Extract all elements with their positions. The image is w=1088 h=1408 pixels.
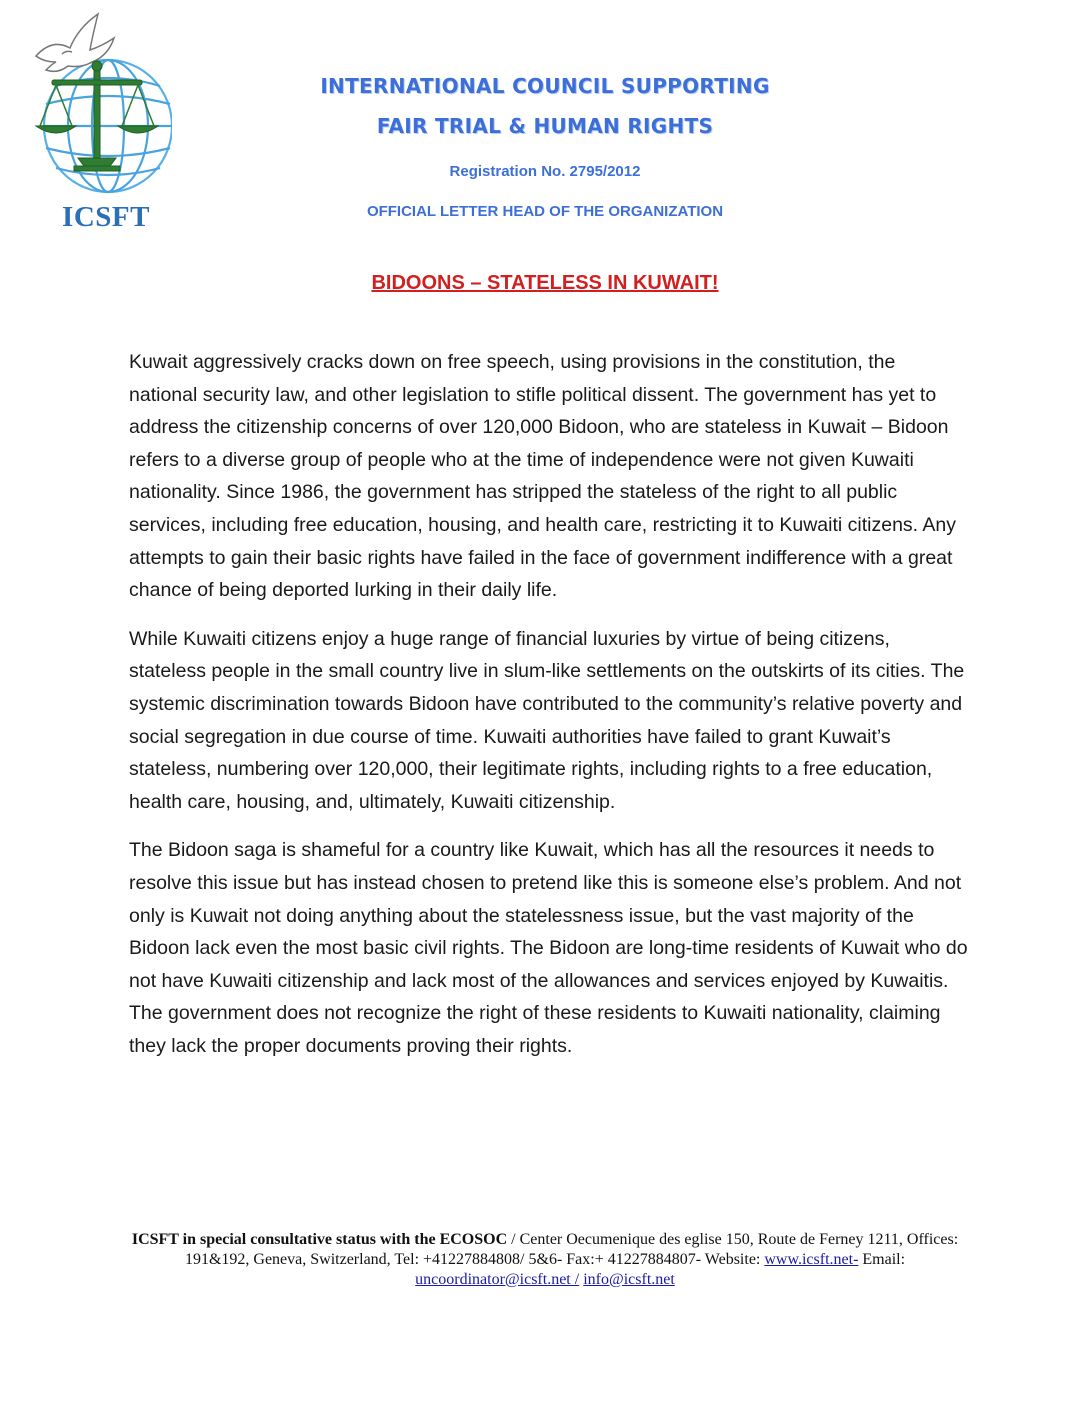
organization-name-line-2: FAIR TRIAL & HUMAN RIGHTS bbox=[376, 114, 714, 138]
logo-text: ICSFT bbox=[62, 201, 150, 233]
footer bbox=[110, 1230, 980, 1290]
document-title: BIDOONS – STATELESS IN KUWAIT! bbox=[371, 272, 719, 294]
footer-email-label: Email: bbox=[858, 1251, 906, 1268]
paragraph-2: While Kuwaiti citizens enjoy a huge range of financial luxuries by virtue of being citizens, stateless people in the small country live in slum-like settlements on the outskirts of its cities. The systemic discrimination towards Bidoon have contributed to the community’s relative poverty and social segregation in due course of time. Kuwaiti authorities have failed to grant Kuwait’s stateless, numbering over 120,000, their legitimate rights, including rights to a free education, health care, housing, and, ultimately, Kuwaiti citizenship. bbox=[129, 627, 965, 813]
organization-logo bbox=[22, 8, 172, 233]
logo-graphic bbox=[22, 8, 172, 203]
email-link-info[interactable]: info@icsft.net bbox=[583, 1271, 675, 1288]
registration-number: Registration No. 2795/2012 bbox=[449, 163, 641, 180]
website-link[interactable]: www.icsft.net- bbox=[764, 1251, 859, 1268]
official-letter-head: OFFICIAL LETTER HEAD OF THE ORGANIZATION bbox=[366, 203, 724, 220]
footer-address: / Center Oecumenique des eglise 150, Route de Ferney 1211, Offices: 191&192, Geneva, Switzerland, Tel: +41227884808/ 5&6- Fax:+ 41227884807- Website: bbox=[184, 1231, 959, 1268]
footer-consultative-status: ICSFT in special consultative status with the ECOSOC bbox=[131, 1231, 508, 1248]
paragraph-1: Kuwait aggressively cracks down on free speech, using provisions in the constitution, the national security law, and other legislation to stifle political dissent. The government has yet to address the citizenship concerns of over 120,000 Bidoon, who are stateless in Kuwait – Bidoon refers to a diverse group of people who at the time of independence were not given Kuwaiti nationality. Since 1986, the government has stripped the stateless of the right to all public services, including free education, housing, and health care, restricting it to Kuwaiti citizens. Any attempts to gain their basic rights have failed in the face of government indifference with a great chance of being deported lurking in their daily life. bbox=[129, 351, 957, 602]
organization-name-line-1: INTERNATIONAL COUNCIL SUPPORTING bbox=[320, 74, 770, 98]
paragraph-3: The Bidoon saga is shameful for a country like Kuwait, which has all the resources it needs to resolve this issue but has instead chosen to pretend like this is someone else’s problem. And not only is Kuwait not doing anything about the statelessness issue, but the vast majority of the Bidoon lack even the most basic civil rights. The Bidoon are long-time residents of Kuwait who do not have Kuwaiti citizenship and lack most of the allowances and services enjoyed by Kuwaitis. The government does not recognize the right of these residents to Kuwaiti nationality, claiming they lack the proper documents proving their rights. bbox=[129, 839, 968, 1057]
document-body bbox=[129, 346, 969, 1078]
email-link-coordinator[interactable]: uncoordinator@icsft.net / bbox=[415, 1271, 580, 1288]
